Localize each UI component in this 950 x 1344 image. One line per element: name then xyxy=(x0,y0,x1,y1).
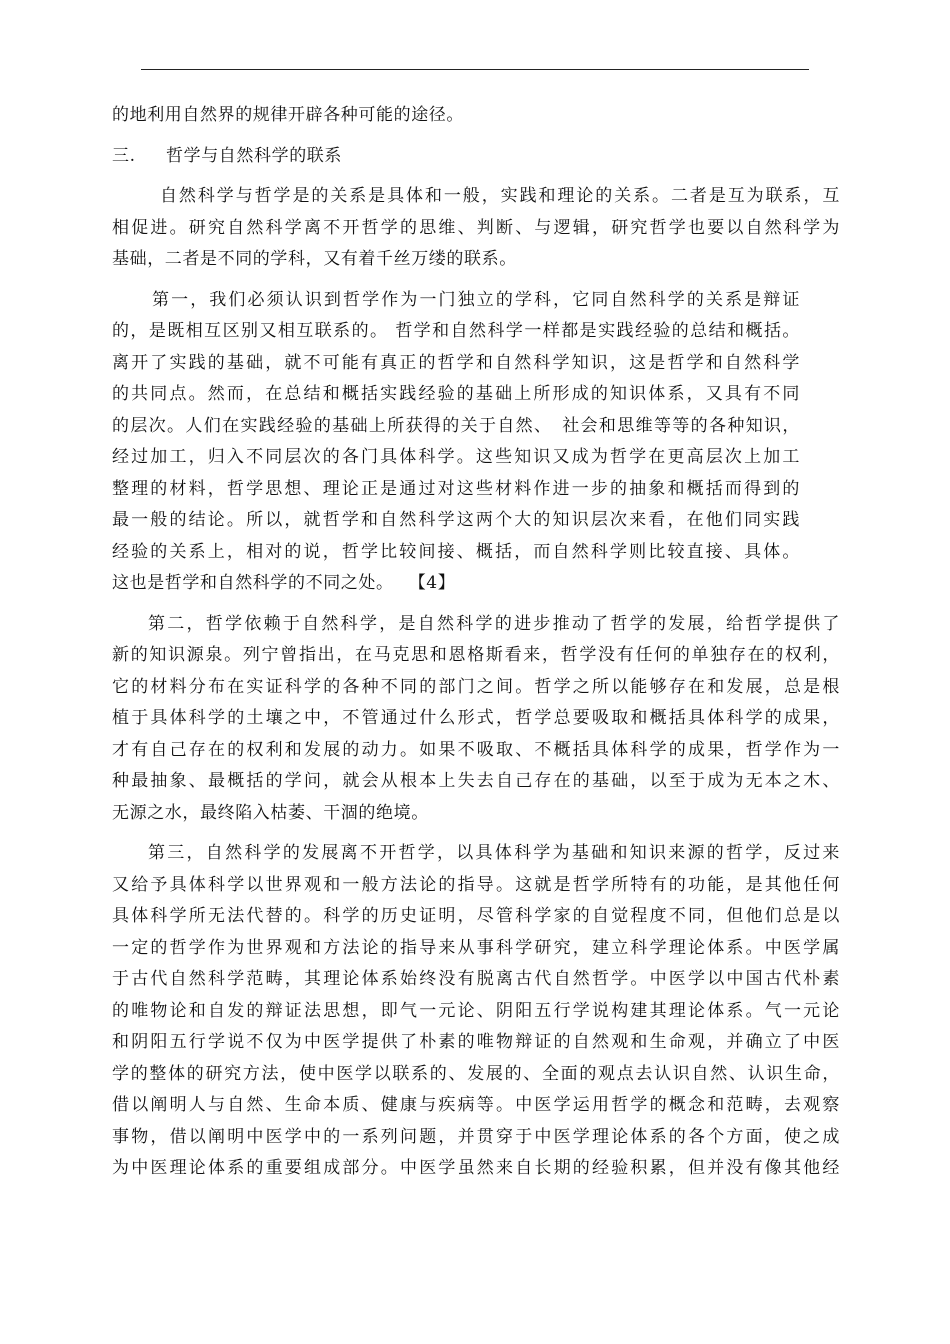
text-line: 整理的材料，哲学思想、理论正是通过对这些材料作进一步的抽象和概括而得到的 xyxy=(112,478,800,499)
text-line: 这也是哲学和自然科学的不同之处。 【4】 xyxy=(112,573,456,593)
text-line: 新的知识源泉。列宁曾指出，在马克思和恩格斯看来，哲学没有任何的单独存在的权利， xyxy=(112,645,840,665)
text-line: 的共同点。然而，在总结和概括实践经验的基础上所形成的知识体系，又具有不同 xyxy=(112,384,800,404)
text-line: 学的整体的研究方法，使中医学以联系的、发展的、全面的观点去认识自然、认识生命， xyxy=(112,1063,840,1084)
text-line: 为中医理论体系的重要组成部分。中医学虽然来自长期的经验积累，但并没有像其他经 xyxy=(112,1158,840,1178)
body-text xyxy=(112,100,840,1185)
text-line: 植于具体科学的土壤之中，不管通过什么形式，哲学总要吸取和概括具体科学的成果， xyxy=(112,708,840,728)
text-line: 于古代自然科学范畴，其理论体系始终没有脱离古代自然哲学。中医学以中国古代朴素 xyxy=(112,969,840,989)
header-rule xyxy=(141,69,809,70)
paragraph-first xyxy=(112,285,800,600)
text-line: 的，是既相互区别又相互联系的。 哲学和自然科学一样都是实践经验的总结和概括。 xyxy=(112,321,800,341)
paragraph-second xyxy=(112,609,840,830)
text-line: 的层次。人们在实践经验的基础上所获得的关于自然、 社会和思维等等的各种知识， xyxy=(112,415,800,436)
text-line: 自然科学与哲学是的关系是具体和一般，实践和理论的关系。二者是互为联系，互 xyxy=(160,186,840,206)
text-line: 借以阐明人与自然、生命本质、健康与疾病等。中医学运用哲学的概念和范畴，去观察 xyxy=(112,1095,840,1115)
text-line: 离开了实践的基础，就不可能有真正的哲学和自然科学知识，这是哲学和自然科学 xyxy=(112,352,800,373)
paragraph-continuation: 的地利用自然界的规律开辟各种可能的途径。 xyxy=(112,105,464,125)
text-line: 第三，自然科学的发展离不开哲学，以具体科学为基础和知识来源的哲学，反过来 xyxy=(148,843,840,863)
text-line: 第一，我们必须认识到哲学作为一门独立的学科，它同自然科学的关系是辩证 xyxy=(152,289,800,310)
text-line: 具体科学所无法代替的。科学的历史证明，尽管科学家的自觉程度不同，但他们总是以 xyxy=(112,906,840,926)
text-line: 经过加工，归入不同层次的各门具体科学。这些知识又成为哲学在更高层次上加工 xyxy=(112,447,800,467)
section-number: 三. xyxy=(112,145,136,166)
paragraph-third xyxy=(112,838,840,1185)
text-line: 基础，二者是不同的学科，又有着千丝万缕的联系。 xyxy=(112,249,517,269)
text-line: 又给予具体科学以世界观和一般方法论的指导。这就是哲学所特有的功能，是其他任何 xyxy=(112,874,840,895)
text-line: 的唯物论和自发的辩证法思想，即气一元论、阴阳五行学说构建其理论体系。气一元论 xyxy=(112,1000,840,1021)
text-line: 事物，借以阐明中医学中的一系列问题，并贯穿于中医学理论体系的各个方面，使之成 xyxy=(112,1126,840,1147)
text-line: 无源之水，最终陷入枯萎、干涸的绝境。 xyxy=(112,802,429,823)
text-line: 经验的关系上，相对的说，哲学比较间接、概括，而自然科学则比较直接、具体。 xyxy=(112,541,800,562)
section-title: 哲学与自然科学的联系 xyxy=(166,145,342,166)
text-line: 种最抽象、最概括的学问，就会从根本上失去自己存在的基础，以至于成为无本之木、 xyxy=(112,771,840,791)
text-line: 相促进。研究自然科学离不开哲学的思维、判断、与逻辑，研究哲学也要以自然科学为 xyxy=(112,217,840,238)
text-line: 第二，哲学依赖于自然科学，是自然科学的进步推动了哲学的发展，给哲学提供了 xyxy=(148,613,840,634)
text-line: 一定的哲学作为世界观和方法论的指导来从事科学研究，建立科学理论体系。中医学属 xyxy=(112,937,840,958)
text-line: 最一般的结论。所以，就哲学和自然科学这两个大的知识层次来看，在他们同实践 xyxy=(112,510,800,530)
section-heading xyxy=(112,141,840,173)
text-line: 和阴阳五行学说不仅为中医学提供了朴素的唯物辩证的自然观和生命观，并确立了中医 xyxy=(112,1032,840,1052)
text-line: 它的材料分布在实证科学的各种不同的部门之间。哲学之所以能够存在和发展，总是根 xyxy=(112,676,840,697)
text-line: 才有自己存在的权利和发展的动力。如果不吸取、不概括具体科学的成果，哲学作为一 xyxy=(112,739,840,760)
